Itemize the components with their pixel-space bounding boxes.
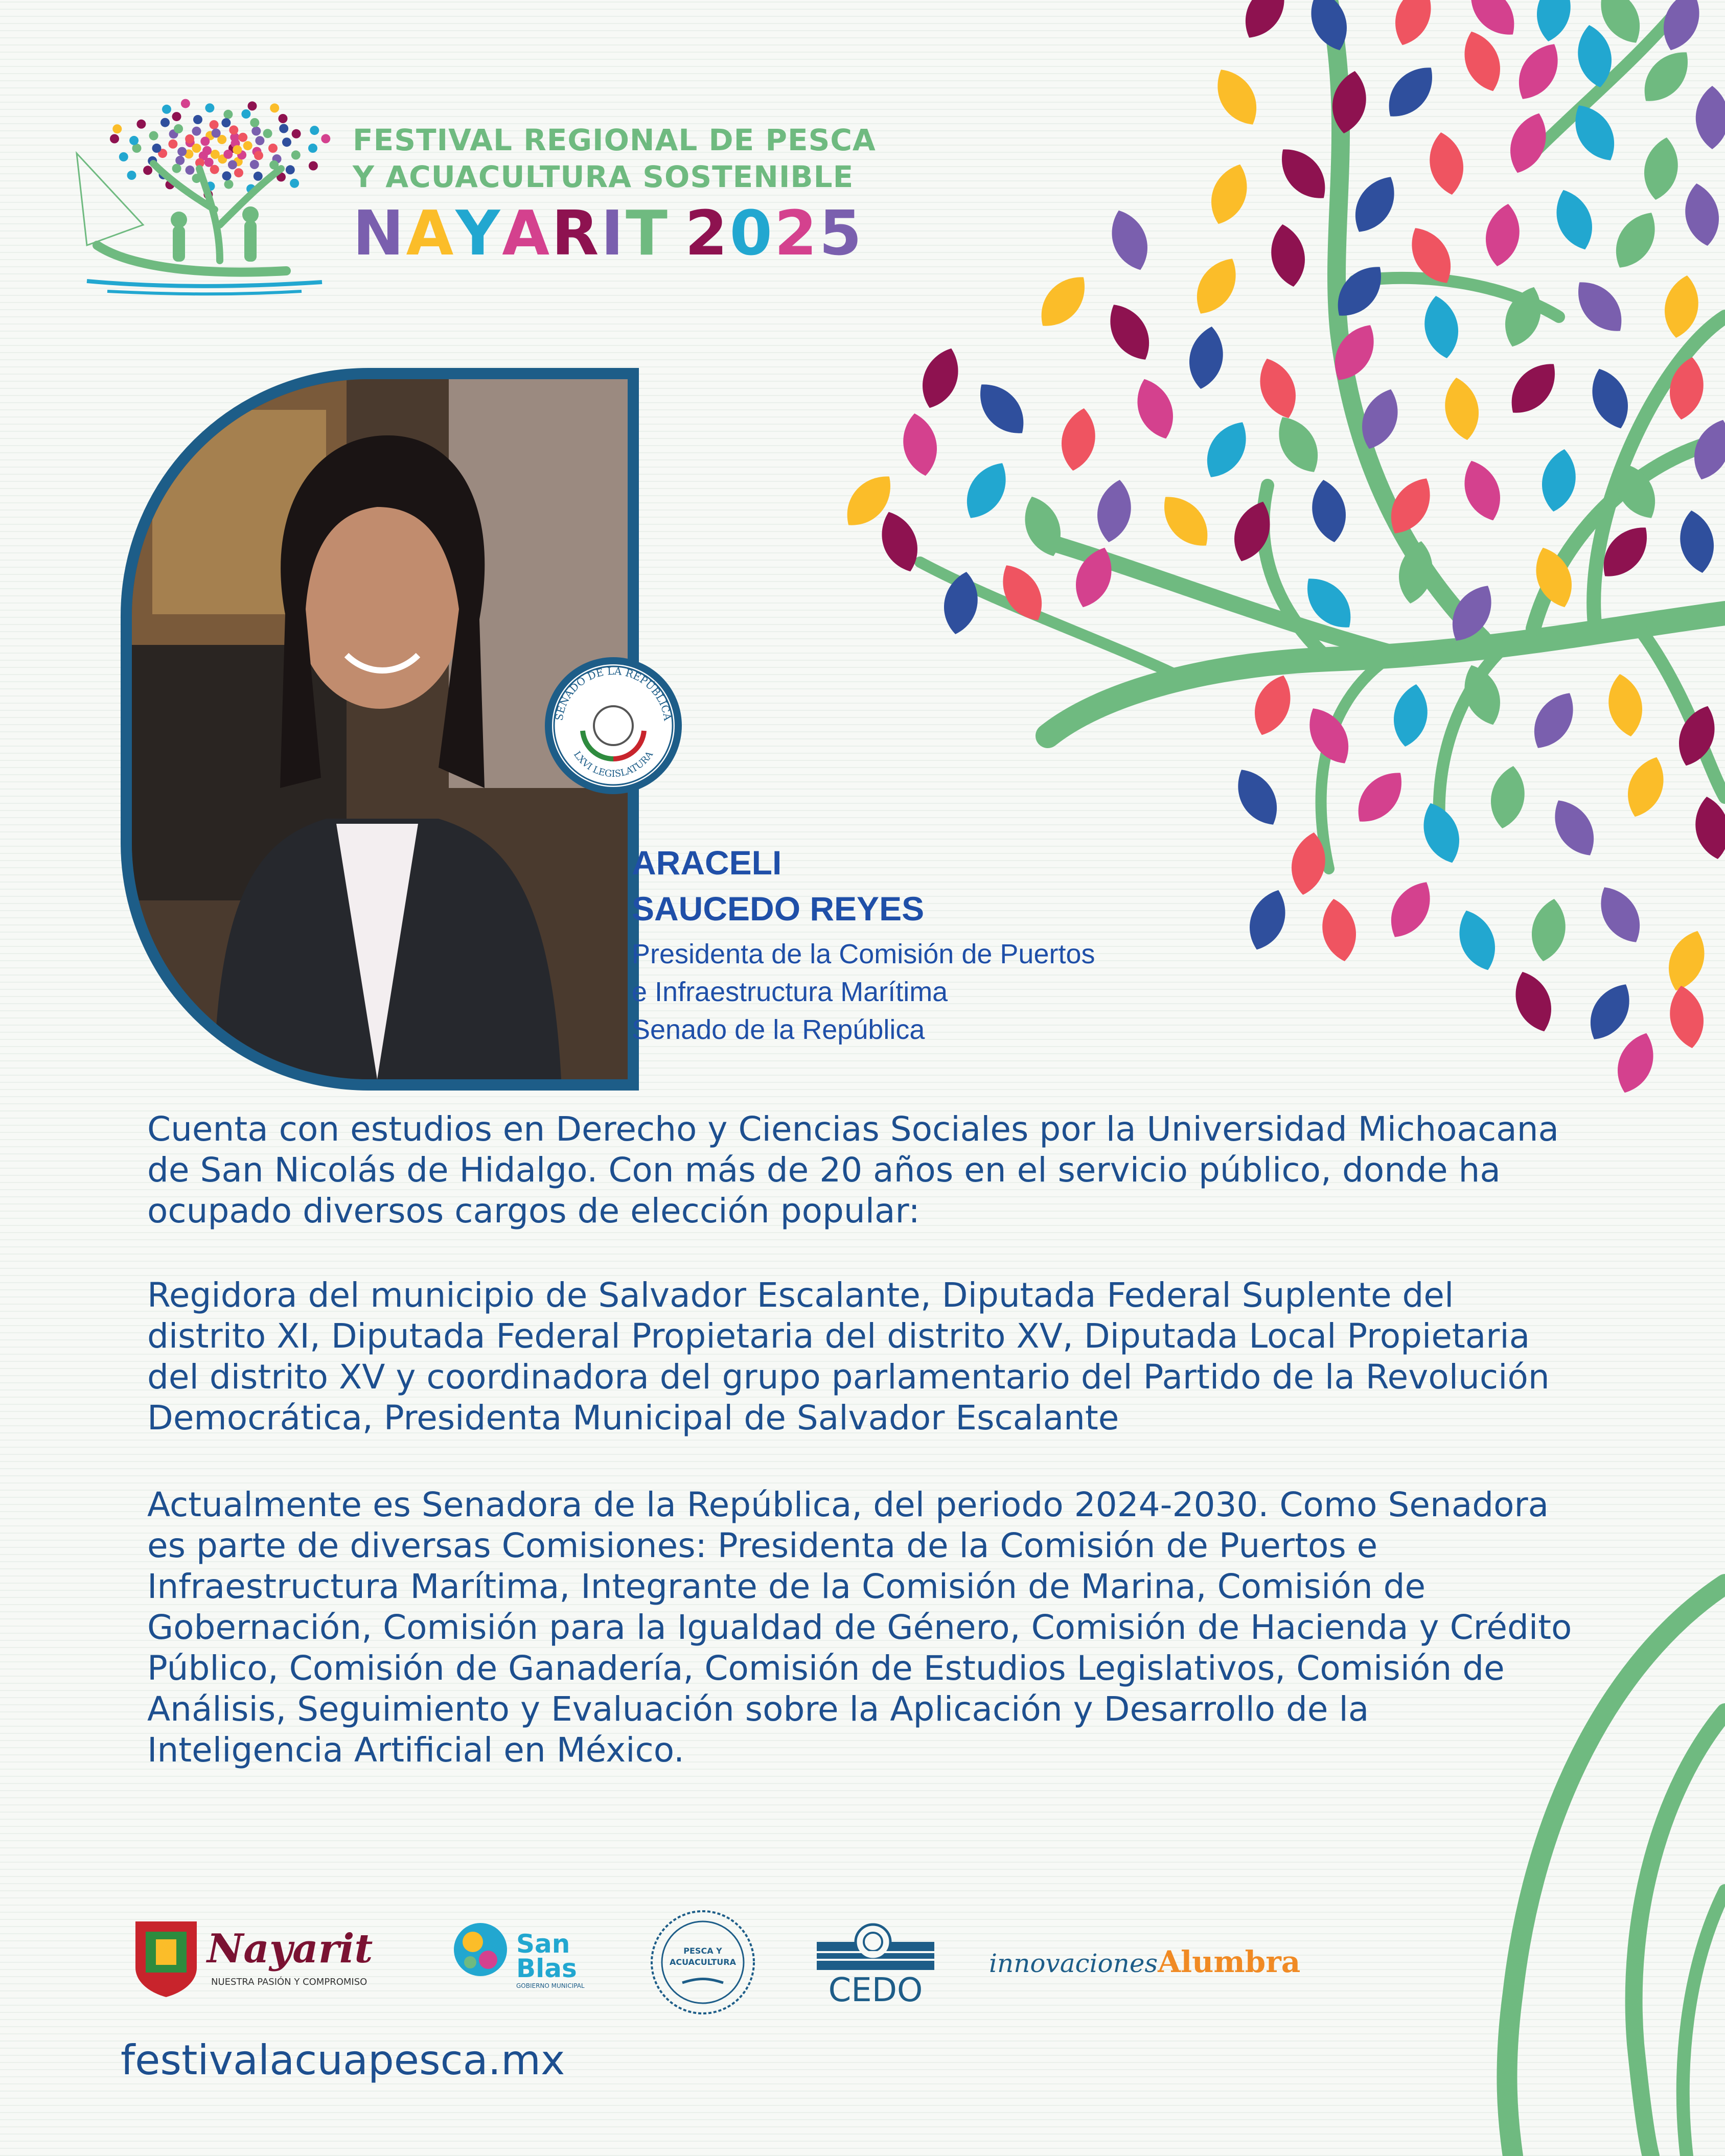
sanblas-logo-text-1: San <box>516 1929 570 1959</box>
sanblas-emblem-icon <box>450 1919 511 1985</box>
logo-leaf-dot <box>205 103 214 112</box>
logo-leaf-dot <box>233 145 242 154</box>
leaf <box>1347 762 1413 832</box>
leaf <box>1246 670 1299 741</box>
sponsor-pesca-logo <box>647 1906 759 2019</box>
leaf <box>1030 267 1096 336</box>
logo-leaf-dot <box>149 131 158 141</box>
logo-leaf-dot <box>282 137 291 147</box>
leaf <box>1500 354 1566 423</box>
logo-leaf-dot <box>241 109 250 119</box>
leaf <box>1186 250 1247 322</box>
leaf <box>1345 169 1405 240</box>
nayarit-logo-tagline: NUESTRA PASIÓN Y COMPROMISO <box>211 1977 367 1987</box>
logo-leaf-dot <box>172 164 181 173</box>
logo-leaf-dot <box>127 171 136 180</box>
leaf <box>1394 538 1437 606</box>
leaf <box>1527 896 1570 964</box>
logo-leaf-dot <box>248 101 257 110</box>
leaf <box>1507 966 1559 1037</box>
pesca-logo-text-1: PESCA Y <box>683 1946 722 1956</box>
leaf <box>1580 976 1640 1048</box>
person-role-line1: Presidenta de la Comisión de Puertos <box>632 939 1095 969</box>
logo-leaf-dot <box>192 127 201 136</box>
leaf <box>1675 507 1718 575</box>
leaf <box>1387 0 1439 51</box>
nayarit-shield-icon <box>130 1916 202 1998</box>
logo-leaf-dot <box>321 134 330 143</box>
leaf <box>956 455 1017 526</box>
logo-leaf-dot <box>222 171 232 180</box>
festival-title-nayarit-2025 <box>353 198 864 269</box>
leaf <box>1583 363 1636 434</box>
leaf <box>1099 296 1160 368</box>
leaf <box>1056 405 1100 473</box>
logo-leaf-dot <box>119 152 128 161</box>
logo-leaf-dot <box>292 129 301 138</box>
logo-leaf-dot <box>181 99 190 108</box>
leaf <box>1270 139 1336 208</box>
footer-website-link[interactable]: festivalacuapesca.mx <box>121 2036 565 2084</box>
leaf <box>1639 134 1683 202</box>
pesca-logo-text-2: ACUACULTURA <box>670 1957 736 1967</box>
leaf <box>1456 455 1508 526</box>
leaf <box>1153 486 1218 556</box>
logo-leaf-dot <box>255 136 264 145</box>
leaf <box>1241 885 1294 956</box>
leaf <box>1567 272 1632 341</box>
title-letter: Y <box>455 198 502 269</box>
leaf <box>1690 794 1725 862</box>
sponsor-sanblas-logo <box>450 1919 593 1996</box>
logo-leaf-dot <box>238 133 247 142</box>
alumbra-logo-text-2: Alumbra <box>1158 1944 1301 1979</box>
logo-leaf-dot <box>221 118 231 127</box>
leaf <box>1103 205 1156 276</box>
logo-leaf-dot <box>263 129 272 138</box>
leaf <box>1092 477 1136 545</box>
leaf <box>1660 925 1713 996</box>
logo-leaf-dot <box>229 125 238 134</box>
leaf <box>1227 761 1287 833</box>
logo-leaf-dot <box>251 127 261 136</box>
sanblas-logo-tagline: GOBIERNO MUNICIPAL <box>516 1982 585 1989</box>
leaf <box>914 343 967 414</box>
leaf <box>1456 26 1508 97</box>
sponsor-nayarit-logo <box>130 1916 386 1998</box>
leaf <box>1317 896 1361 964</box>
title-letter: N <box>353 198 406 269</box>
title-letter: 2 <box>685 198 730 269</box>
logo-leaf-dot <box>228 160 237 169</box>
person-name-line1: ARACELI <box>632 844 782 882</box>
logo-leaf-dot <box>177 147 187 156</box>
title-letter: R <box>551 198 601 269</box>
leaf <box>1619 752 1672 823</box>
leaf <box>1537 446 1580 514</box>
leaf <box>1605 204 1666 276</box>
logo-leaf-dot <box>279 124 288 133</box>
person-name-line2: SAUCEDO REYES <box>632 890 925 928</box>
leaf <box>1481 201 1524 269</box>
title-letter: T <box>626 198 670 269</box>
leaf <box>1419 293 1463 361</box>
logo-leaf-dot <box>309 161 318 171</box>
logo-leaf-dot <box>270 103 279 112</box>
logo-leaf-dot <box>250 118 259 127</box>
logo-leaf-dot <box>310 126 319 135</box>
bio-paragraph-1: Cuenta con estudios en Derecho y Ciencias Sociales por la Universidad Michoacana de San Nicolás de Hidalgo. Con más de 20 años en el servicio público, donde ha ocupado diversos cargos de elección popular: <box>147 1109 1559 1231</box>
cedo-logo-text: CEDO <box>828 1972 923 2009</box>
logo-leaf-dot <box>210 165 219 174</box>
leaf <box>1660 272 1703 340</box>
logo-leaf-dot <box>129 136 139 145</box>
logo-leaf-dot <box>211 150 220 159</box>
sponsor-alumbra-logo <box>989 1944 1337 1985</box>
logo-leaf-dot <box>212 129 221 138</box>
logo-leaf-dot <box>186 166 195 175</box>
logo-leaf-dot <box>185 134 194 144</box>
leaf <box>1696 86 1725 149</box>
leaf <box>1203 159 1255 230</box>
senate-seal <box>542 654 685 797</box>
logo-leaf-dot <box>175 156 185 165</box>
logo-leaf-dot <box>172 112 181 121</box>
logo-leaf-dot <box>243 141 252 150</box>
logo-leaf-dot <box>268 144 278 153</box>
logo-leaf-dot <box>110 134 119 144</box>
leaf <box>1266 221 1309 289</box>
logo-leaf-dot <box>308 144 317 153</box>
logo-leaf-dot <box>223 150 233 159</box>
leaf <box>969 374 1034 444</box>
leaf <box>1451 905 1503 976</box>
leaf <box>1609 1028 1662 1099</box>
alumbra-logo-text-1: innovaciones <box>989 1949 1158 1978</box>
logo-leaf-dot <box>168 140 177 149</box>
logo-leaf-dot <box>250 160 259 169</box>
title-letter: A <box>406 198 456 269</box>
leaf <box>1251 353 1304 424</box>
logo-leaf-dot <box>136 120 146 129</box>
leaf <box>1532 0 1575 44</box>
title-letter: I <box>601 198 626 269</box>
festival-logo <box>66 92 332 296</box>
leaf <box>1268 409 1328 480</box>
logo-leaf-dot <box>143 166 152 175</box>
sanblas-logo-text-2: Blas <box>516 1954 577 1983</box>
logo-leaf-dot <box>234 168 243 177</box>
leaf <box>1486 763 1529 831</box>
logo-leaf-dot <box>162 105 171 114</box>
leaf <box>1184 323 1228 391</box>
title-letter: 2 <box>774 198 819 269</box>
logo-leaf-dot <box>254 172 263 181</box>
logo-leaf-dot <box>112 124 122 133</box>
leaf <box>1381 874 1441 945</box>
logo-leaf-dot <box>193 115 202 124</box>
leaf <box>1424 129 1468 197</box>
logo-leaf-dot <box>291 150 301 159</box>
leaf <box>1197 414 1257 485</box>
title-letter: 0 <box>729 198 775 269</box>
festival-logo-tree-icon <box>77 99 330 294</box>
leaf <box>1307 477 1350 545</box>
logo-leaf-dot <box>174 124 183 133</box>
cedo-shell-icon <box>817 1921 934 1970</box>
person-role-line2: e Infraestructura Marítima <box>632 977 948 1007</box>
bio-paragraph-2: Regidora del municipio de Salvador Escalante, Diputada Federal Suplente del distrito XI, Diputada Federal Propietaria del distrito XV, Diputada Local Propietaria del distrito XV y coordinadora del grupo parlamentario del Partido de la Revolución Democrática, Presidenta Municipal de Salvador Escalante <box>147 1276 1550 1438</box>
title-letter: 5 <box>819 198 864 269</box>
leaf <box>1377 57 1443 127</box>
leaf <box>898 410 941 478</box>
title-letter: A <box>502 198 552 269</box>
person-role-line3: Senado de la República <box>632 1014 925 1045</box>
logo-leaf-dot <box>200 137 210 146</box>
leaf <box>1389 681 1432 749</box>
festival-title-line1: FESTIVAL REGIONAL DE PESCA <box>353 123 876 157</box>
leaf <box>1207 61 1267 133</box>
leaf <box>1508 36 1569 107</box>
logo-leaf-dot <box>279 114 288 123</box>
logo-leaf-dot <box>290 179 299 188</box>
logo-leaf-dot <box>202 146 212 155</box>
seal-bottom-text: LXVI LEGISLATURA <box>571 749 656 780</box>
seal-top-text: SENADO DE LA REPÚBLICA <box>553 664 674 722</box>
leaf <box>1590 879 1650 951</box>
logo-leaf-dot <box>192 144 201 153</box>
logo-leaf-dot <box>160 118 170 127</box>
leaf <box>1440 375 1483 443</box>
leaf <box>1524 685 1584 756</box>
leaf <box>1548 184 1600 256</box>
logo-leaf-dot <box>223 110 233 119</box>
logo-leaf-dot <box>286 165 295 174</box>
leaf <box>1235 0 1295 46</box>
logo-leaf-dot <box>210 120 219 129</box>
logo-leaf-dot <box>152 144 162 153</box>
leaf <box>1680 180 1723 248</box>
festival-title-line2: Y ACUACULTURA SOSTENIBLE <box>353 159 854 194</box>
leaf <box>1129 374 1181 445</box>
logo-leaf-dot <box>224 180 234 189</box>
leaf <box>1665 983 1708 1051</box>
nayarit-logo-text: Nayarit <box>207 1926 373 1972</box>
leaf <box>1544 792 1604 864</box>
sponsor-cedo-logo <box>817 1921 939 2008</box>
logo-leaf-dot <box>254 151 263 160</box>
leaf <box>1603 671 1647 739</box>
bio-paragraph-3: Actualmente es Senadora de la República, del periodo 2024-2030. Como Senadora es parte de diversas Comisiones: Presidenta de la Comisión de Puertos e Infraestructura Marítima, Integrante de la Comisión de Marina, Comisión de Gobernación, Comisión para la Igualdad de Género, Comisión de Hacienda y Crédito Público, Comisión de Ganadería, Comisión de Estudios Legislativos, Comisión de Análisis, Seguimiento y Evaluación sobre la Aplicación y Desarrollo de la Inteligencia Artificial en México. <box>147 1485 1572 1770</box>
